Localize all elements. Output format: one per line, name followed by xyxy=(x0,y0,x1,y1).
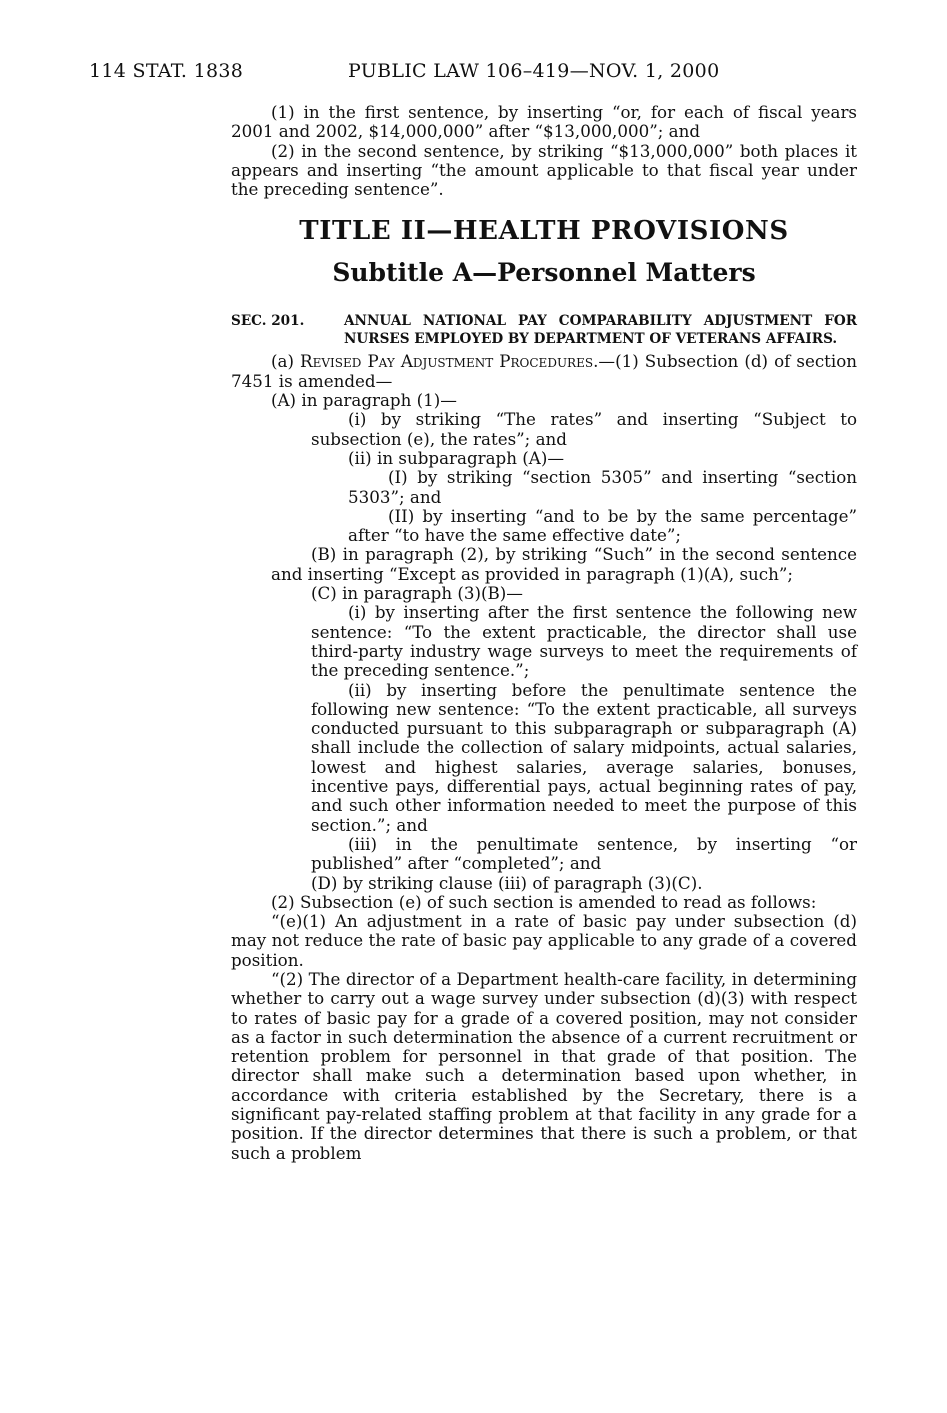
subtitle-heading: Subtitle A—Personnel Matters xyxy=(332,258,756,288)
subsection-a-heading: Revised Pay Adjustment Procedures. xyxy=(300,351,599,372)
section-heading xyxy=(231,312,857,348)
title-heading: TITLE II—HEALTH PROVISIONS xyxy=(299,216,789,247)
section-number: SEC. 201. xyxy=(231,313,305,330)
running-header: PUBLIC LAW 106–419—NOV. 1, 2000 xyxy=(348,60,720,82)
clause-A-ii-I: (I) by striking “section 5305” and inserting “section 5303”; and xyxy=(348,467,857,507)
clause-C-i: (i) by inserting after the first sentence the following new sentence: “To the extent practicable, the director shall use third-party industry wage surveys to meet the requirements of the preceding sentence.”; xyxy=(311,602,857,681)
clause-A: (A) in paragraph (1)— xyxy=(271,390,457,411)
amendment-paragraph-2: (2) in the second sentence, by striking “$13,000,000” both places it appears and inserting “the amount applicable to that fiscal year under the preceding sentence”. xyxy=(231,140,857,200)
page-stat-citation: 114 STAT. 1838 xyxy=(89,60,244,82)
clause-C: (C) in paragraph (3)(B)— xyxy=(311,583,523,604)
clause-C-ii: (ii) by inserting before the penultimate sentence the following new sentence: “To the extent practicable, all surveys conducted pursuant to this subparagraph or subparagraph (A) shall include the collection of salary midpoints, actual salaries, lowest and highest salaries, average salaries, bonuses, incentive pays, differential pays, actual beginning rates of pay, and such other information needed to meet the purpose of this section.”; and xyxy=(311,679,857,835)
clause-A-ii: (ii) in subparagraph (A)— xyxy=(348,447,565,468)
clause-D: (D) by striking clause (iii) of paragraph (3)(C). xyxy=(311,872,703,893)
clause-C-iii: (iii) in the penultimate sentence, by inserting “or published” after “completed”; and xyxy=(311,833,857,874)
amendment-paragraph-1: (1) in the first sentence, by inserting “or, for each of fiscal years 2001 and 2002, $14,000,000” after “$13,000,000”; and xyxy=(231,102,857,142)
subsection-a: (a) Revised Pay Adjustment Procedures.—(1) Subsection (d) of section 7451 is amended— xyxy=(231,351,858,391)
new-subsection-e-2: “(2) The director of a Department health-care facility, in determining whether to carry out a wage survey under subsection (d)(3) with respect to rates of basic pay for a grade of a covered position, may not consider as a factor in such determination the absence of a current recruitment or retention problem for personnel in that grade of that position. The director shall make such a determination based upon whether, in accordance with criteria established by the Secretary, there is a significant pay-related staffing problem at that facility in any grade for a position. If the director determines that there is such a problem, or that such a problem xyxy=(231,968,857,1163)
clause-A-ii-II: (II) by inserting “and to be by the same percentage” after “to have the same effective date”; xyxy=(348,505,857,546)
clause-A-i: (i) by striking “The rates” and inserting “Subject to subsection (e), the rates”; and xyxy=(311,409,857,449)
subsection-a-text: —(1) Subsection (d) of section 7451 is amended— xyxy=(231,351,858,391)
section-title: ANNUAL NATIONAL PAY COMPARABILITY ADJUSTMENT FOR NURSES EMPLOYED BY DEPARTMENT OF VETERANS AFFAIRS. xyxy=(344,313,857,348)
page-body xyxy=(231,103,857,1163)
subsection-a-paragraph-2: (2) Subsection (e) of such section is amended to read as follows: xyxy=(271,891,817,912)
new-subsection-e-1: “(e)(1) An adjustment in a rate of basic pay under subsection (d) may not reduce the rate of basic pay applicable to any grade of a covered position. xyxy=(231,911,857,970)
clause-B: (B) in paragraph (2), by striking “Such” in the second sentence and inserting “Except as provided in paragraph (1)(A), such”; xyxy=(271,544,857,584)
